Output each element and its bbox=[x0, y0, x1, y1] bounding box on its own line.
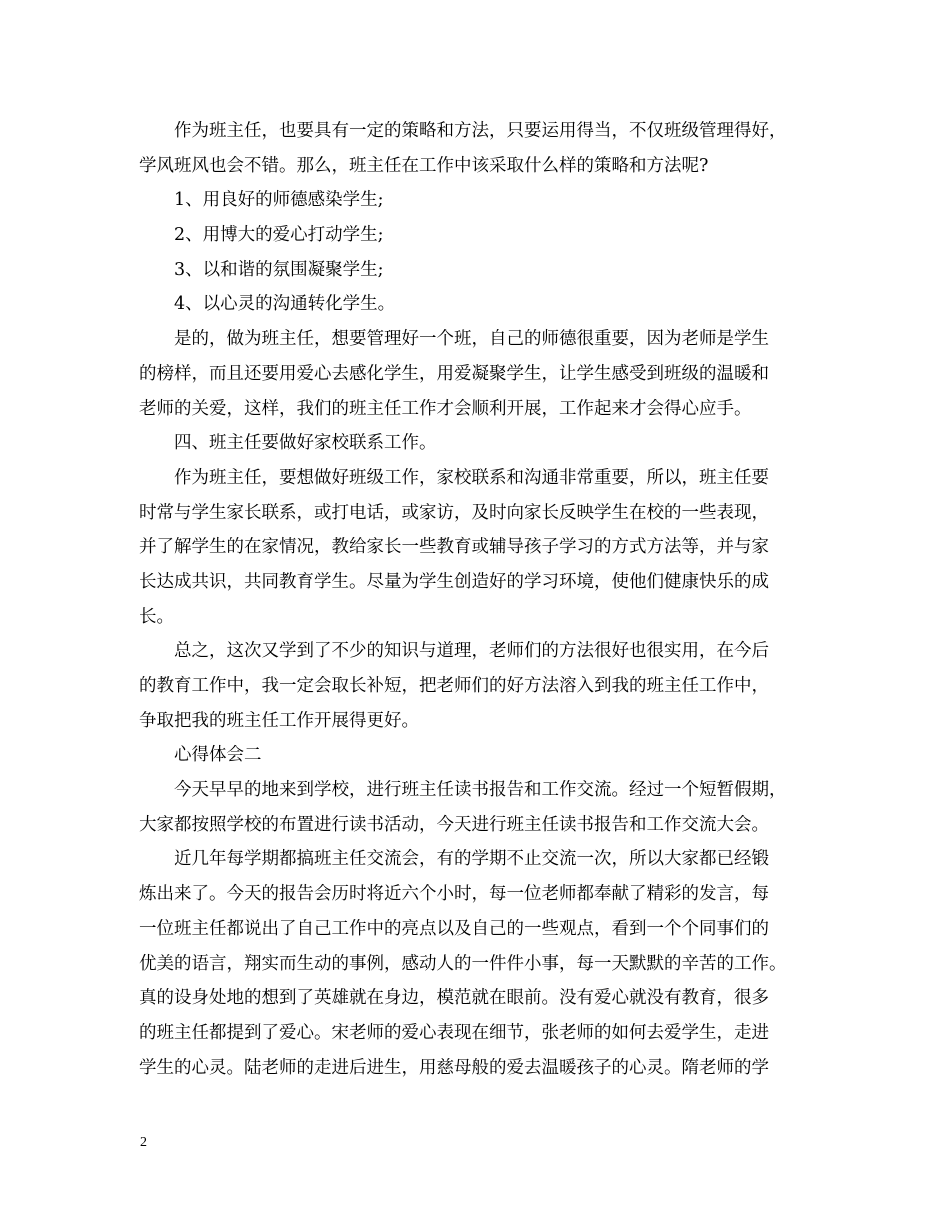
text-line: 真的设身处地的想到了英雄就在身边，模范就在眼前。没有爱心就没有教育，很多 bbox=[139, 988, 769, 1009]
text-line: 并了解学生的在家情况，教给家长一些教育或辅导孩子学习的方式方法等，并与家 bbox=[139, 537, 769, 558]
text-line: 一位班主任都说出了自己工作中的亮点以及自己的一些观点，看到一个个同事们的 bbox=[139, 918, 769, 939]
text-line: 今天早早的地来到学校，进行班主任读书报告和工作交流。经过一个短暂假期， bbox=[174, 780, 787, 801]
text-line: 优美的语言，翔实而生动的事例，感动人的一件件小事，每一天默默的辛苦的工作。 bbox=[139, 953, 787, 974]
page-number: 2 bbox=[140, 1135, 147, 1150]
text-line: 时常与学生家长联系，或打电话，或家访，及时向家长反映学生在校的一些表现， bbox=[139, 502, 769, 523]
text-line: 作为班主任，也要具有一定的策略和方法，只要运用得当，不仅班级管理得好， bbox=[174, 121, 787, 141]
text-line: 近几年每学期都搞班主任交流会，有的学期不止交流一次，所以大家都已经锻 bbox=[174, 849, 769, 870]
text-line: 的教育工作中，我一定会取长补短，把老师们的好方法溶入到我的班主任工作中， bbox=[139, 676, 769, 696]
list-item: 1、用良好的师德感染学生; bbox=[174, 190, 384, 211]
list-item: 4、以心灵的沟通转化学生。 bbox=[174, 294, 396, 315]
text-line: 学生的心灵。陆老师的走进后进生，用慈母般的爱去温暖孩子的心灵。隋老师的学 bbox=[139, 1057, 769, 1078]
text-line: 长达成共识，共同教育学生。尽量为学生创造好的学习环境，使他们健康快乐的成 bbox=[139, 571, 769, 592]
text-line: 长。 bbox=[139, 606, 174, 627]
text-line: 争取把我的班主任工作开展得更好。 bbox=[139, 710, 419, 731]
section-heading: 四、班主任要做好家校联系工作。 bbox=[174, 433, 437, 454]
section-heading: 心得体会二 bbox=[174, 745, 262, 766]
document-body bbox=[139, 114, 839, 1085]
text-line: 大家都按照学校的布置进行读书活动，今天进行班主任读书报告和工作交流大会。 bbox=[139, 814, 769, 835]
list-item: 3、以和谐的氛围凝聚学生; bbox=[174, 259, 384, 280]
text-line: 学风班风也会不错。那么，班主任在工作中该采取什么样的策略和方法呢? bbox=[139, 155, 709, 176]
list-item: 2、用博大的爱心打动学生; bbox=[174, 225, 384, 246]
text-line: 的榜样，而且还要用爱心去感化学生，用爱凝聚学生，让学生感受到班级的温暖和 bbox=[139, 363, 769, 384]
text-line: 炼出来了。今天的报告会历时将近六个小时，每一位老师都奉献了精彩的发言，每 bbox=[139, 884, 769, 905]
text-line: 老师的关爱，这样，我们的班主任工作才会顺利开展，工作起来才会得心应手。 bbox=[139, 398, 752, 419]
text-line: 的班主任都提到了爱心。宋老师的爱心表现在细节，张老师的如何去爱学生，走进 bbox=[139, 1022, 769, 1043]
text-line: 总之，这次又学到了不少的知识与道理，老师们的方法很好也很实用，在今后 bbox=[174, 641, 769, 662]
text-line: 是的，做为班主任，想要管理好一个班，自己的师德很重要，因为老师是学生 bbox=[174, 329, 769, 350]
text-line: 作为班主任，要想做好班级工作，家校联系和沟通非常重要，所以，班主任要 bbox=[174, 467, 769, 488]
